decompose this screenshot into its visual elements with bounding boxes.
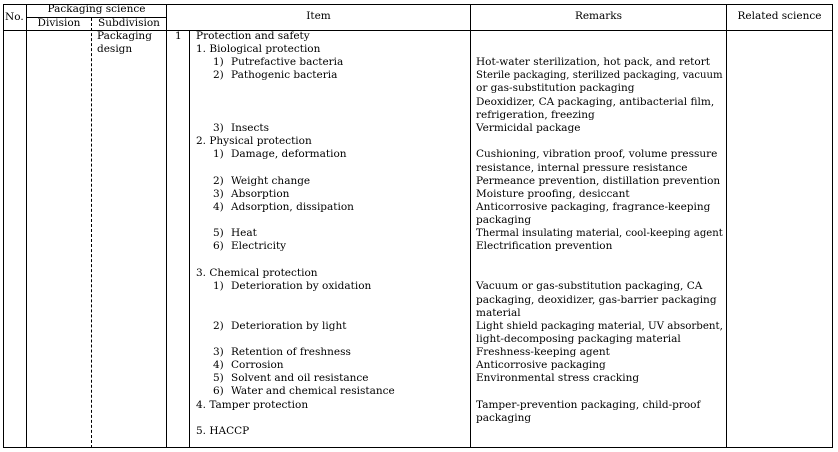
item-number: 6) <box>213 385 224 397</box>
item-number: 2) <box>213 69 224 81</box>
header-remarks: Remarks <box>574 10 623 22</box>
item-label: Adsorption, dissipation <box>231 201 354 213</box>
item-label: Insects <box>231 122 270 134</box>
col-line-item <box>470 4 471 448</box>
remark-line: Freshness-keeping agent <box>476 346 610 358</box>
item-label: Heat <box>231 227 257 239</box>
remark-line: Environmental stress cracking <box>476 372 640 384</box>
item-number: 4) <box>213 201 224 213</box>
subdivision-line-2: design <box>97 43 133 55</box>
remark-line: Sterile packaging, sterilized packaging, vacuum <box>476 69 723 81</box>
header-division: Division <box>37 17 81 29</box>
remark-line: resistance, internal pressure resistance <box>476 162 688 174</box>
item-number: 1) <box>213 280 224 292</box>
item-label: Weight change <box>231 175 311 187</box>
remark-line: Permeance prevention, distillation prevention <box>476 175 721 187</box>
col-line-no <box>26 4 27 448</box>
remark-line: Light shield packaging material, UV absorbent, <box>476 320 723 332</box>
remark-line: Electrification prevention <box>476 240 613 252</box>
item-number: 3) <box>213 122 224 134</box>
item-label: Damage, deformation <box>231 148 347 160</box>
section-biological: 1. Biological protection <box>196 43 321 55</box>
item-label: Pathogenic bacteria <box>231 69 338 81</box>
item-title: Protection and safety <box>196 30 310 42</box>
table-border-right <box>832 4 833 448</box>
remark-line: material <box>476 307 521 319</box>
item-number: 5) <box>213 227 224 239</box>
item-number: 3) <box>213 346 224 358</box>
remark-line: light-decomposing packaging material <box>476 333 681 345</box>
item-number: 1) <box>213 56 224 68</box>
item-number: 1) <box>213 148 224 160</box>
item-label: Electricity <box>231 240 287 252</box>
item-label: Deterioration by oxidation <box>231 280 372 292</box>
section-tamper: 4. Tamper protection <box>196 399 309 411</box>
section-chemical: 3. Chemical protection <box>196 267 318 279</box>
section-haccp: 5. HACCP <box>196 425 250 437</box>
header-subdivision: Subdivision <box>98 17 160 29</box>
item-number: 2) <box>213 175 224 187</box>
remark-line: packaging, deoxidizer, gas-barrier packaging <box>476 294 717 306</box>
remark-line: Moisture proofing, desiccant <box>476 188 630 200</box>
subdivision-line-1: Packaging <box>97 30 152 42</box>
col-line-remarks <box>726 4 727 448</box>
remark-line: Anticorrosive packaging <box>476 359 606 371</box>
item-number: 2) <box>213 320 224 332</box>
remark-line: packaging <box>476 412 532 424</box>
header-item: Item <box>306 10 331 22</box>
table-border-bottom <box>3 447 833 448</box>
item-label: Putrefactive bacteria <box>231 56 344 68</box>
item-label: Retention of freshness <box>231 346 351 358</box>
item-label: Solvent and oil resistance <box>231 372 369 384</box>
remark-line: Vacuum or gas-substitution packaging, CA <box>476 280 703 292</box>
col-line-division-dashed <box>91 18 92 448</box>
item-label: Corrosion <box>231 359 284 371</box>
header-related-science: Related science <box>737 10 822 22</box>
remark-line: refrigeration, freezing <box>476 109 595 121</box>
remark-line: Cushioning, vibration proof, volume pressure <box>476 148 718 160</box>
row-number: 1 <box>175 30 182 42</box>
item-number: 6) <box>213 240 224 252</box>
remark-line: Tamper-prevention packaging, child-proof <box>476 399 701 411</box>
item-label: Absorption <box>231 188 290 200</box>
section-physical: 2. Physical protection <box>196 135 312 147</box>
remark-line: Anticorrosive packaging, fragrance-keeping <box>476 201 711 213</box>
table-border-left <box>3 4 4 448</box>
remark-line: Hot-water sterilization, hot pack, and retort <box>476 56 710 68</box>
header-no: No. <box>5 11 24 23</box>
item-label: Water and chemical resistance <box>231 385 395 397</box>
remark-line: Vermicidal package <box>476 122 581 134</box>
remark-line: Thermal insulating material, cool-keeping agent <box>476 227 723 239</box>
col-line-num <box>189 31 190 448</box>
col-line-subdivision <box>166 4 167 448</box>
remark-line: or gas-substitution packaging <box>476 82 635 94</box>
item-number: 5) <box>213 372 224 384</box>
item-number: 3) <box>213 188 224 200</box>
item-number: 4) <box>213 359 224 371</box>
remark-line: packaging <box>476 214 532 226</box>
remark-line: Deoxidizer, CA packaging, antibacterial film, <box>476 96 715 108</box>
item-label: Deterioration by light <box>231 320 347 332</box>
header-packaging-science: Packaging science <box>47 3 146 15</box>
